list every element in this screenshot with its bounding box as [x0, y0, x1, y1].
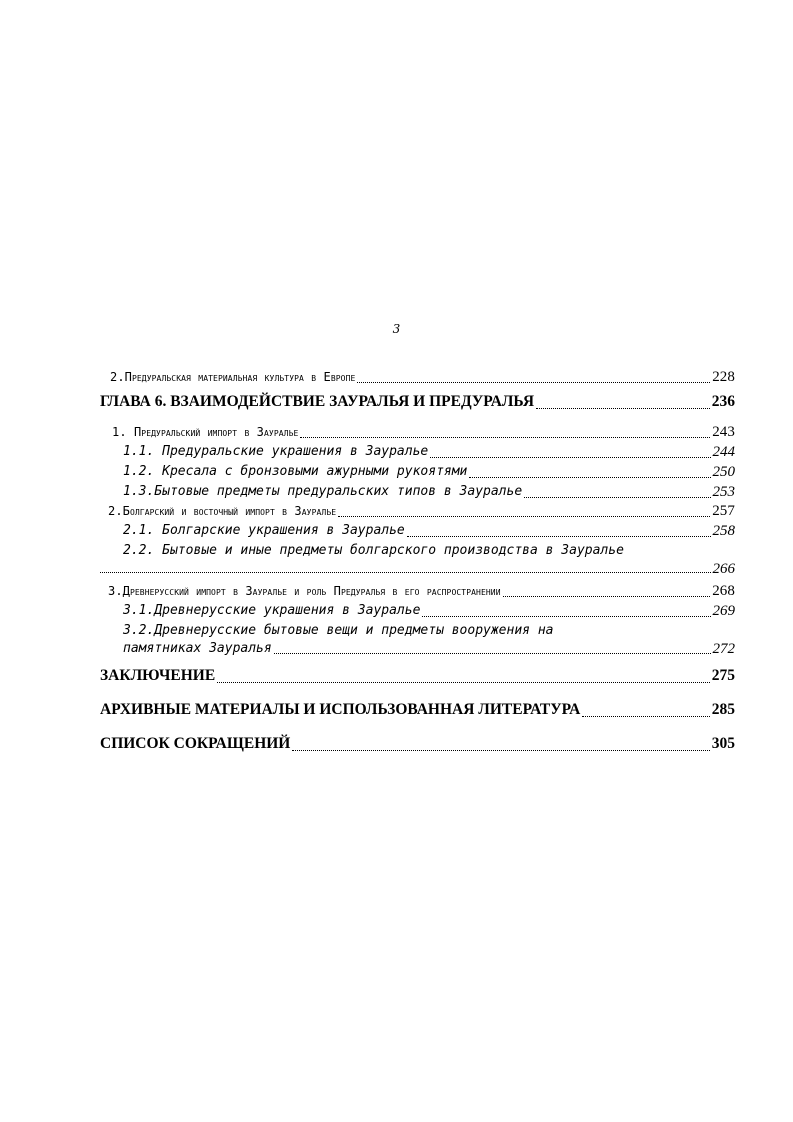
table-of-contents [100, 368, 735, 755]
toc-entry-page: 269 [712, 603, 735, 619]
leader-dots [469, 477, 710, 478]
toc-entry-section-1-1[interactable] [100, 442, 735, 462]
toc-entry-section-2-2[interactable] [100, 541, 735, 578]
toc-entry-leader-row [100, 560, 735, 578]
toc-entry-section-1-2[interactable] [100, 462, 735, 482]
leader-dots [430, 457, 710, 458]
toc-entry-page: 244 [712, 444, 735, 460]
leader-dots [407, 536, 711, 537]
leader-dots [536, 408, 710, 409]
toc-entry-title: АРХИВНЫЕ МАТЕРИАЛЫ И ИСПОЛЬЗОВАННАЯ ЛИТЕРАТУРА [100, 701, 581, 718]
toc-entry-material-culture[interactable] [100, 368, 735, 387]
toc-entry-title: 2.Болгарский и восточный импорт в Зауралье [108, 504, 337, 518]
toc-entry-title-line-2-row [100, 640, 735, 658]
leader-dots [274, 653, 711, 654]
toc-entry-title: 2.Предуральская материальная культура в Европе [110, 370, 356, 384]
toc-entry-section-1[interactable] [100, 423, 735, 442]
leader-dots [100, 572, 711, 573]
toc-entry-archive-materials[interactable] [100, 699, 735, 721]
toc-entry-page: 250 [712, 464, 735, 480]
toc-entry-title-line-1: 3.2.Древнерусские бытовые вещи и предметы вооружения на [123, 623, 554, 638]
toc-entry-page: 272 [712, 641, 735, 657]
toc-entry-page: 285 [711, 701, 735, 718]
leader-dots [422, 616, 710, 617]
toc-entry-section-2-1[interactable] [100, 521, 735, 541]
toc-entry-page: 228 [712, 369, 735, 385]
leader-dots [292, 750, 709, 751]
toc-entry-section-3[interactable] [100, 582, 735, 601]
toc-entry-title: 2.2. Бытовые и иные предметы болгарского производства в Зауралье [123, 543, 624, 558]
leader-dots [338, 516, 710, 517]
toc-entry-page: 253 [712, 484, 735, 500]
toc-entry-page: 258 [712, 523, 735, 539]
toc-entry-page: 275 [711, 667, 735, 684]
toc-entry-section-2[interactable] [100, 502, 735, 521]
toc-entry-title: 1.3.Бытовые предметы предуральских типов в Зауралье [123, 484, 523, 499]
leader-dots [357, 382, 710, 383]
toc-entry-chapter-6[interactable] [100, 391, 735, 413]
toc-entry-title: 2.1. Болгарские украшения в Зауралье [123, 523, 405, 538]
toc-entry-conclusion[interactable] [100, 665, 735, 687]
toc-entry-section-1-3[interactable] [100, 482, 735, 502]
leader-dots [300, 437, 710, 438]
toc-entry-page: 268 [712, 583, 735, 599]
toc-entry-title: ЗАКЛЮЧЕНИЕ [100, 667, 216, 684]
toc-entry-page: 305 [711, 735, 735, 752]
toc-entry-title: 1.2. Кресала с бронзовыми ажурными рукоятями [123, 464, 468, 479]
toc-entry-title-line-2: памятниках Зауралья [123, 641, 272, 656]
leader-dots [582, 716, 709, 717]
toc-entry-title: 1. Предуральский импорт в Зауралье [112, 425, 299, 439]
toc-entry-section-3-2[interactable] [100, 621, 735, 658]
toc-entry-title: 3.1.Древнерусские украшения в Зауралье [123, 603, 421, 618]
toc-entry-title: 1.1. Предуральские украшения в Зауралье [123, 444, 429, 459]
leader-dots [503, 596, 711, 597]
toc-entry-title: 3.Древнерусский импорт в Зауралье и роль Предуралья в его распространении [108, 584, 501, 598]
leader-dots [524, 497, 710, 498]
toc-entry-page: 257 [712, 503, 735, 519]
toc-entry-section-3-1[interactable] [100, 601, 735, 621]
toc-entry-title: ГЛАВА 6. ВЗАИМОДЕЙСТВИЕ ЗАУРАЛЬЯ И ПРЕДУРАЛЬЯ [100, 393, 535, 410]
leader-dots [217, 682, 710, 683]
toc-entry-page: 266 [712, 561, 735, 577]
page-number: 3 [392, 322, 401, 336]
toc-entry-title: СПИСОК СОКРАЩЕНИЙ [100, 735, 291, 752]
toc-entry-page: 243 [712, 424, 735, 440]
toc-entry-abbreviations[interactable] [100, 733, 735, 755]
toc-entry-page: 236 [711, 393, 735, 410]
